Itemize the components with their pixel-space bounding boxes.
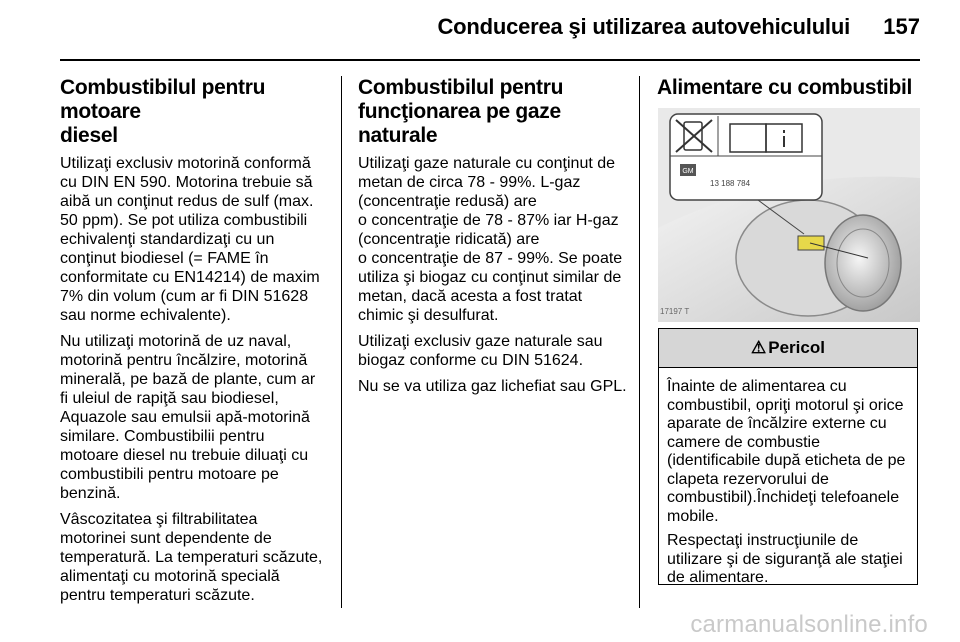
paragraph: Nu se va utiliza gaz lichefiat sau GPL. xyxy=(358,378,627,395)
watermark: carmanualsonline.info xyxy=(690,611,928,638)
section-heading-natural-gas: Combustibilul pentru funcţionarea pe gaze naturale xyxy=(358,76,564,147)
warning-paragraph: Înainte de alimentarea cu combustibil, opriţi motorul şi orice aparate de încălzire externe cu camere de combustie (identificabile după eticheta de pe clapeta rezervorului de combustibil).Închideţi telefoanele mobile. xyxy=(667,378,906,525)
label-brand: GM xyxy=(682,168,694,175)
paragraph: Vâscozitatea şi filtrabilitatea motorinei sunt dependente de temperatură. La temperaturi scăzute, alimentaţi cu motorină specială pentru temperaturi scăzute. xyxy=(60,511,323,604)
warning-title: Pericol xyxy=(768,338,825,357)
paragraph: Utilizaţi gaze naturale cu conţinut de metan de circa 78 - 99%. L-gaz (concentraţie redusă) are o concentraţie de 78 - 87% iar H-gaz (concentraţie ridicată) are o concentraţie de 87 - 99%. Se poate utiliza şi biogaz cu conţinut similar de metan, dacă acesta a fost tratat chimic şi desulfurat. xyxy=(358,155,623,324)
paragraph: Utilizaţi exclusiv motorină conformă cu DIN EN 590. Motorina trebuie să aibă un conţinut redus de sulf (max. 50 ppm). Se pot utiliza combustibili echivalenţi standardizaţi cu un conţinut biodiesel (= FAME în conformitate cu EN14214) de maxim 7% din volum (cum ar fi DIN 51628 sau norme echivalente). xyxy=(60,155,320,324)
running-header-title: Conducerea şi utilizarea autovehiculului xyxy=(437,14,850,39)
column-divider-2 xyxy=(639,76,640,608)
label-code: 13 188 784 xyxy=(710,179,751,188)
section-heading-diesel: Combustibilul pentru motoare diesel xyxy=(60,76,266,147)
column-natural-gas-fuel xyxy=(358,76,633,403)
column-diesel-fuel xyxy=(60,76,335,612)
figure-number: 17197 T xyxy=(660,307,690,316)
warning-paragraph: Respectaţi instrucţiunile de utilizare şi de siguranţă ale staţiei de alimentare. xyxy=(667,532,903,586)
column-divider-1 xyxy=(341,76,342,608)
warning-triangle-icon: ⚠ xyxy=(751,338,767,357)
warning-body xyxy=(659,368,917,588)
danger-warning-box xyxy=(658,328,918,585)
fuel-filler-flap-figure xyxy=(658,108,920,322)
paragraph: Utilizaţi exclusiv gaze naturale sau biogaz conforme cu DIN 51624. xyxy=(358,333,603,369)
header-rule xyxy=(60,59,920,61)
column-refuelling xyxy=(657,76,922,100)
warning-header xyxy=(659,329,917,368)
page-number: 157 xyxy=(883,14,920,39)
paragraph: Nu utilizaţi motorină de uz naval, motorină pentru încălzire, motorină minerală, pe bază de plante, cum ar fi uleiul de rapiţă sau biodiesel, Aquazole sau emulsii apă-motorină similare. Combustibilii pentru motoare diesel nu trebuie diluaţi cu combustibili pentru motoare pe benzină. xyxy=(60,333,316,502)
section-heading-refuelling: Alimentare cu combustibil xyxy=(657,76,913,99)
